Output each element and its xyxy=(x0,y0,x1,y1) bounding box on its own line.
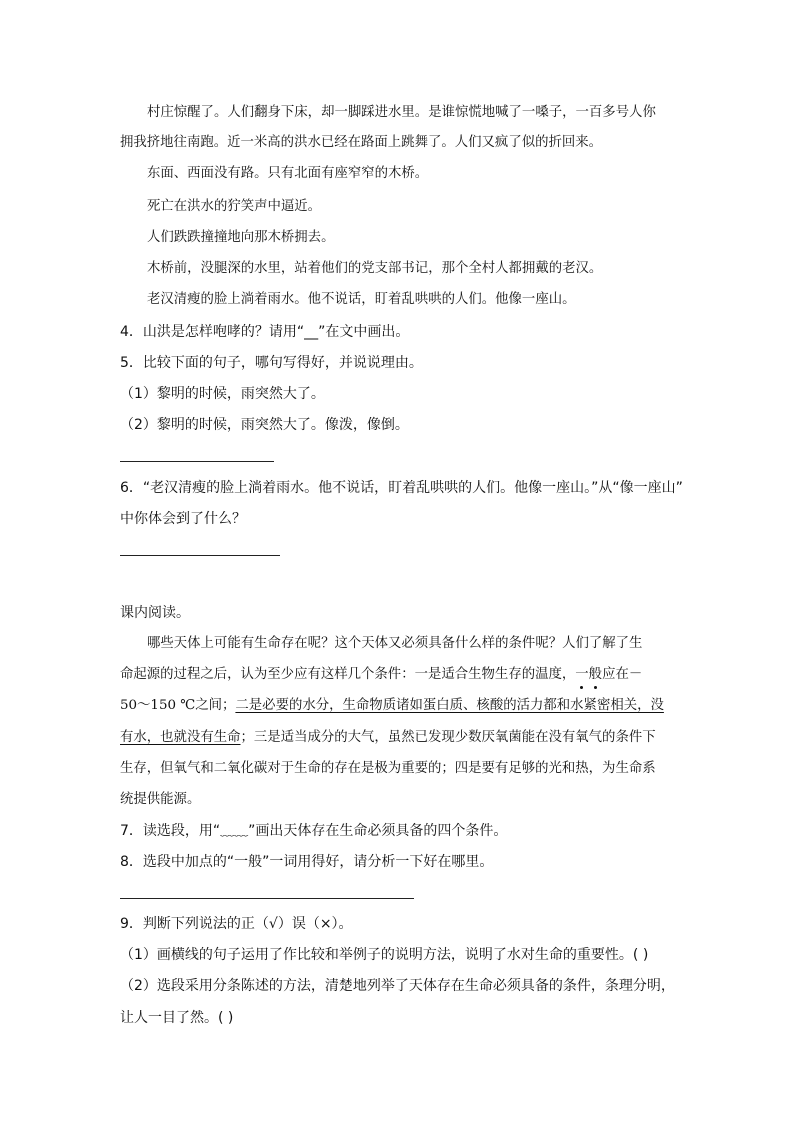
passage2-line-4 xyxy=(120,728,656,748)
question-5-option-1: （1）黎明的时候，雨突然大了。 xyxy=(120,386,325,402)
passage2-line-1: 哪些天体上可能有生命存在呢？这个天体又必须具备什么样的条件呢？人们了解了生 xyxy=(147,636,643,651)
section-title: 课内阅读。 xyxy=(120,605,190,621)
passage2-line-2-text: 命起源的过程之后，认为至少应有这样几个条件：一是适合生物生存的温度， xyxy=(120,667,576,682)
passage1-line-6: 木桥前，没腿深的水里，站着他们的党支部书记，那个全村人都拥戴的老汉。 xyxy=(147,261,603,276)
question-9-item-1: （1）画横线的句子运用了作比较和举例子的说明方法，说明了水对生命的重要性。( ) xyxy=(120,947,649,963)
passage1-line-2: 拥我挤地往南跑。近一米高的洪水已经在路面上跳舞了。人们又疯了似的折回来。 xyxy=(120,135,603,150)
passage2-line-3 xyxy=(120,696,664,716)
passage1-line-4: 死亡在洪水的狞笑声中逼近。 xyxy=(147,199,322,214)
question-7: 7．读选段，用“﹏﹏”画出天体存在生命必须具备的四个条件。 xyxy=(120,823,508,839)
dotted-character: 般 xyxy=(589,665,602,685)
answer-line-q5 xyxy=(120,461,274,462)
passage1-line-5: 人们跌跌撞撞地向那木桥拥去。 xyxy=(147,230,335,245)
passage2-line-4-text: ；三是适当成分的大气，虽然已发现少数厌氧菌能在没有氧气的条件下 xyxy=(240,730,656,745)
answer-line-q6 xyxy=(120,555,280,556)
underlined-sentence-part-2: 有水，也就没有生命 xyxy=(120,730,241,745)
passage1-line-7: 老汉清瘦的脸上淌着雨水。他不说话，盯着乱哄哄的人们。他像一座山。 xyxy=(147,292,576,307)
dotted-character: 一 xyxy=(575,665,588,685)
question-4: 4．山洪是怎样咆哮的？请用“__”在文中画出。 xyxy=(120,324,410,340)
passage2-line-2-tail: 应在－ xyxy=(602,667,643,682)
passage2-line-5: 生存，但氧气和二氧化碳对于生命的存在是极为重要的；四是要有足够的光和热，为生命系 xyxy=(120,761,656,776)
question-6-line-1: 6．“老汉清瘦的脸上淌着雨水。他不说话，盯着乱哄哄的人们。他像一座山。”从“像一座山” xyxy=(120,480,683,496)
passage1-line-1: 村庄惊醒了。人们翻身下床，却一脚踩进水里。是谁惊慌地喊了一嗓子，一百多号人你 xyxy=(147,105,656,120)
question-9-item-2-line-2: 让人一目了然。( ) xyxy=(120,1010,234,1026)
passage2-line-2 xyxy=(120,665,642,685)
question-9: 9．判断下列说法的正（√）误（×）。 xyxy=(120,916,353,932)
underlined-sentence-part-1: 二是必要的水分，生命物质诸如蛋白质、核酸的活力都和水紧密相关，没 xyxy=(235,698,664,713)
answer-line-q8 xyxy=(120,898,414,899)
passage1-line-3: 东面、西面没有路。只有北面有座窄窄的木桥。 xyxy=(147,166,429,181)
question-5: 5．比较下面的句子，哪句写得好，并说说理由。 xyxy=(120,355,423,371)
temperature-range: 50～150 ℃之间； xyxy=(120,698,236,713)
question-5-option-2: （2）黎明的时候，雨突然大了。像泼，像倒。 xyxy=(120,417,409,433)
question-8: 8．选段中加点的“一般”一词用得好，请分析一下好在哪里。 xyxy=(120,854,494,870)
question-9-item-2-line-1: （2）选段采用分条陈述的方法，清楚地列举了天体存在生命必须具备的条件，条理分明， xyxy=(120,978,675,994)
question-6-line-2: 中你体会到了什么？ xyxy=(120,511,246,527)
passage2-line-6: 统提供能源。 xyxy=(120,792,201,807)
